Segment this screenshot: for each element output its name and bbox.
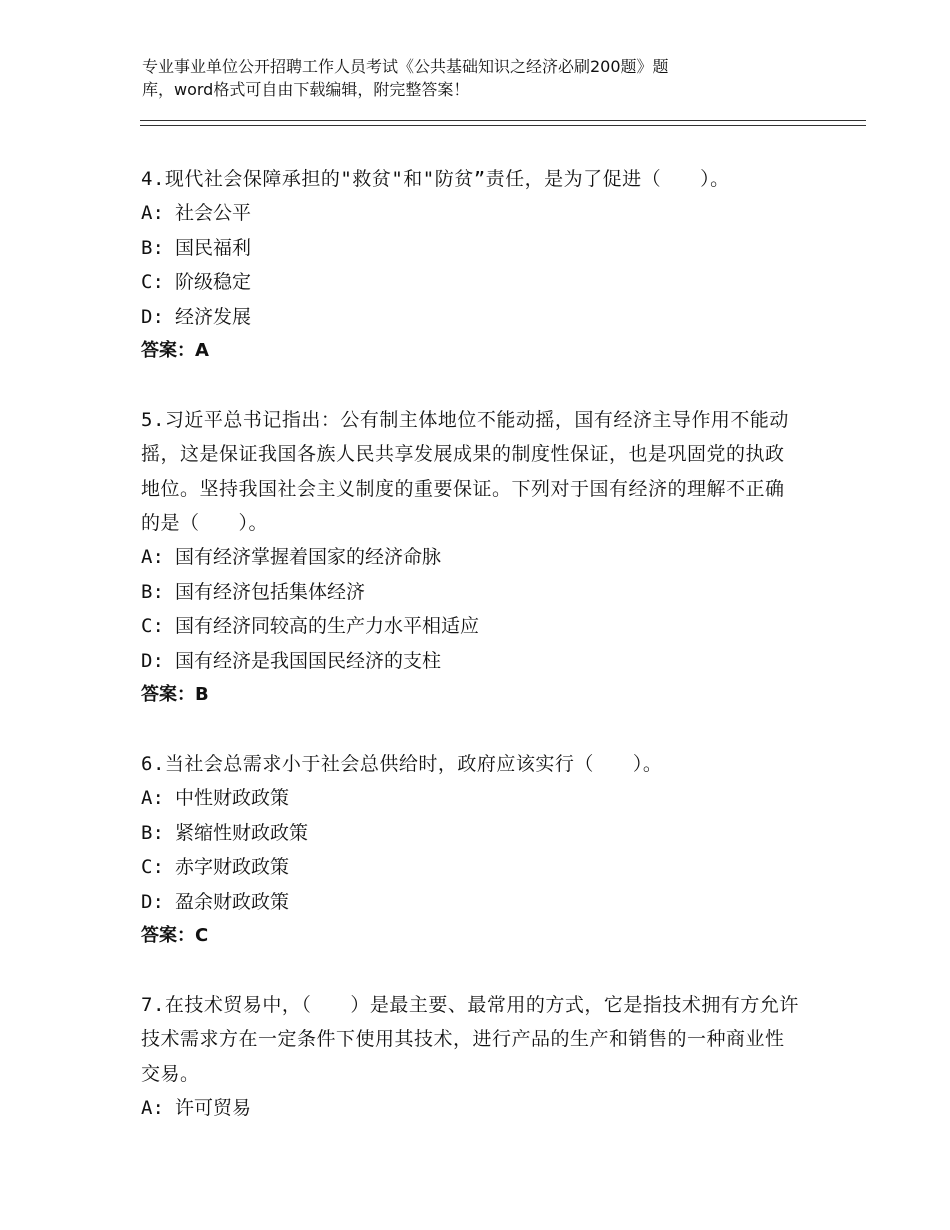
option-a: [141, 196, 801, 230]
header-double-rule: [140, 120, 866, 126]
spacer: [141, 368, 801, 402]
question-stem: 4.现代社会保障承担的"救贫"和"防贫”责任，是为了促进（ ）。: [141, 168, 730, 190]
question-6: [141, 747, 801, 953]
option-text: 紧缩性财政政策: [175, 821, 309, 844]
option-b: [141, 575, 801, 609]
option-c: [141, 609, 801, 643]
question-stem: 5.习近平总书记指出：公有制主体地位不能动摇，国有经济主导作用不能动摇，这是保证我国各族人民共享发展成果的制度性保证，也是巩固党的执政地位。坚持我国社会主义制度的重要保证。下列对于国有经济的理解不正确的是（ ）。: [141, 408, 789, 535]
option-text: 国有经济掌握着国家的经济命脉: [175, 546, 442, 569]
option-key: B:: [141, 580, 164, 603]
option-key: A:: [141, 202, 164, 225]
option-text: 经济发展: [175, 305, 252, 328]
option-text: 许可贸易: [175, 1096, 252, 1119]
option-key: C:: [141, 271, 164, 294]
option-b: [141, 816, 801, 850]
option-text: 国有经济包括集体经济: [175, 580, 366, 603]
question-7: [141, 988, 801, 1126]
option-text: 盈余财政政策: [175, 890, 290, 913]
answer-label: 答案：C: [141, 924, 209, 946]
answer-label: 答案：A: [141, 340, 209, 362]
option-key: B:: [141, 821, 164, 844]
spacer: [141, 712, 801, 746]
header-line-1: 专业事业单位公开招聘工作人员考试《公共基础知识之经济必刷200题》题: [142, 57, 669, 76]
option-a: [141, 1091, 801, 1125]
option-text: 国有经济是我国国民经济的支柱: [175, 649, 442, 672]
option-text: 国民福利: [175, 236, 252, 259]
option-d: [141, 885, 801, 919]
option-b: [141, 231, 801, 265]
question-stem: 6.当社会总需求小于社会总供给时，政府应该实行（ ）。: [141, 752, 663, 775]
option-key: A:: [141, 1096, 164, 1119]
option-key: C:: [141, 615, 164, 638]
option-key: B:: [141, 236, 164, 259]
option-key: D:: [141, 890, 164, 913]
answer-label: 答案：B: [141, 684, 209, 706]
option-key: D:: [141, 649, 164, 672]
option-key: D:: [141, 305, 164, 328]
option-a: [141, 540, 801, 574]
header-line-2: 库，word格式可自由下载编辑，附完整答案！: [142, 80, 470, 99]
option-c: [141, 265, 801, 299]
option-c: [141, 850, 801, 884]
option-key: A:: [141, 787, 164, 810]
option-text: 中性财政政策: [175, 787, 290, 810]
question-5: [141, 403, 801, 713]
question-list: [141, 162, 801, 1125]
document-header: [142, 55, 782, 101]
option-text: 赤字财政政策: [175, 856, 290, 879]
option-text: 社会公平: [175, 202, 252, 225]
option-a: [141, 781, 801, 815]
option-key: A:: [141, 546, 164, 569]
option-key: C:: [141, 856, 164, 879]
option-d: [141, 644, 801, 678]
option-d: [141, 300, 801, 334]
option-text: 国有经济同较高的生产力水平相适应: [175, 615, 480, 638]
option-text: 阶级稳定: [175, 271, 252, 294]
spacer: [141, 953, 801, 987]
question-4: [141, 162, 801, 368]
question-stem: 7.在技术贸易中，（ ）是最主要、最常用的方式，它是指技术拥有方允许技术需求方在一定条件下使用其技术，进行产品的生产和销售的一种商业性交易。: [141, 993, 799, 1085]
